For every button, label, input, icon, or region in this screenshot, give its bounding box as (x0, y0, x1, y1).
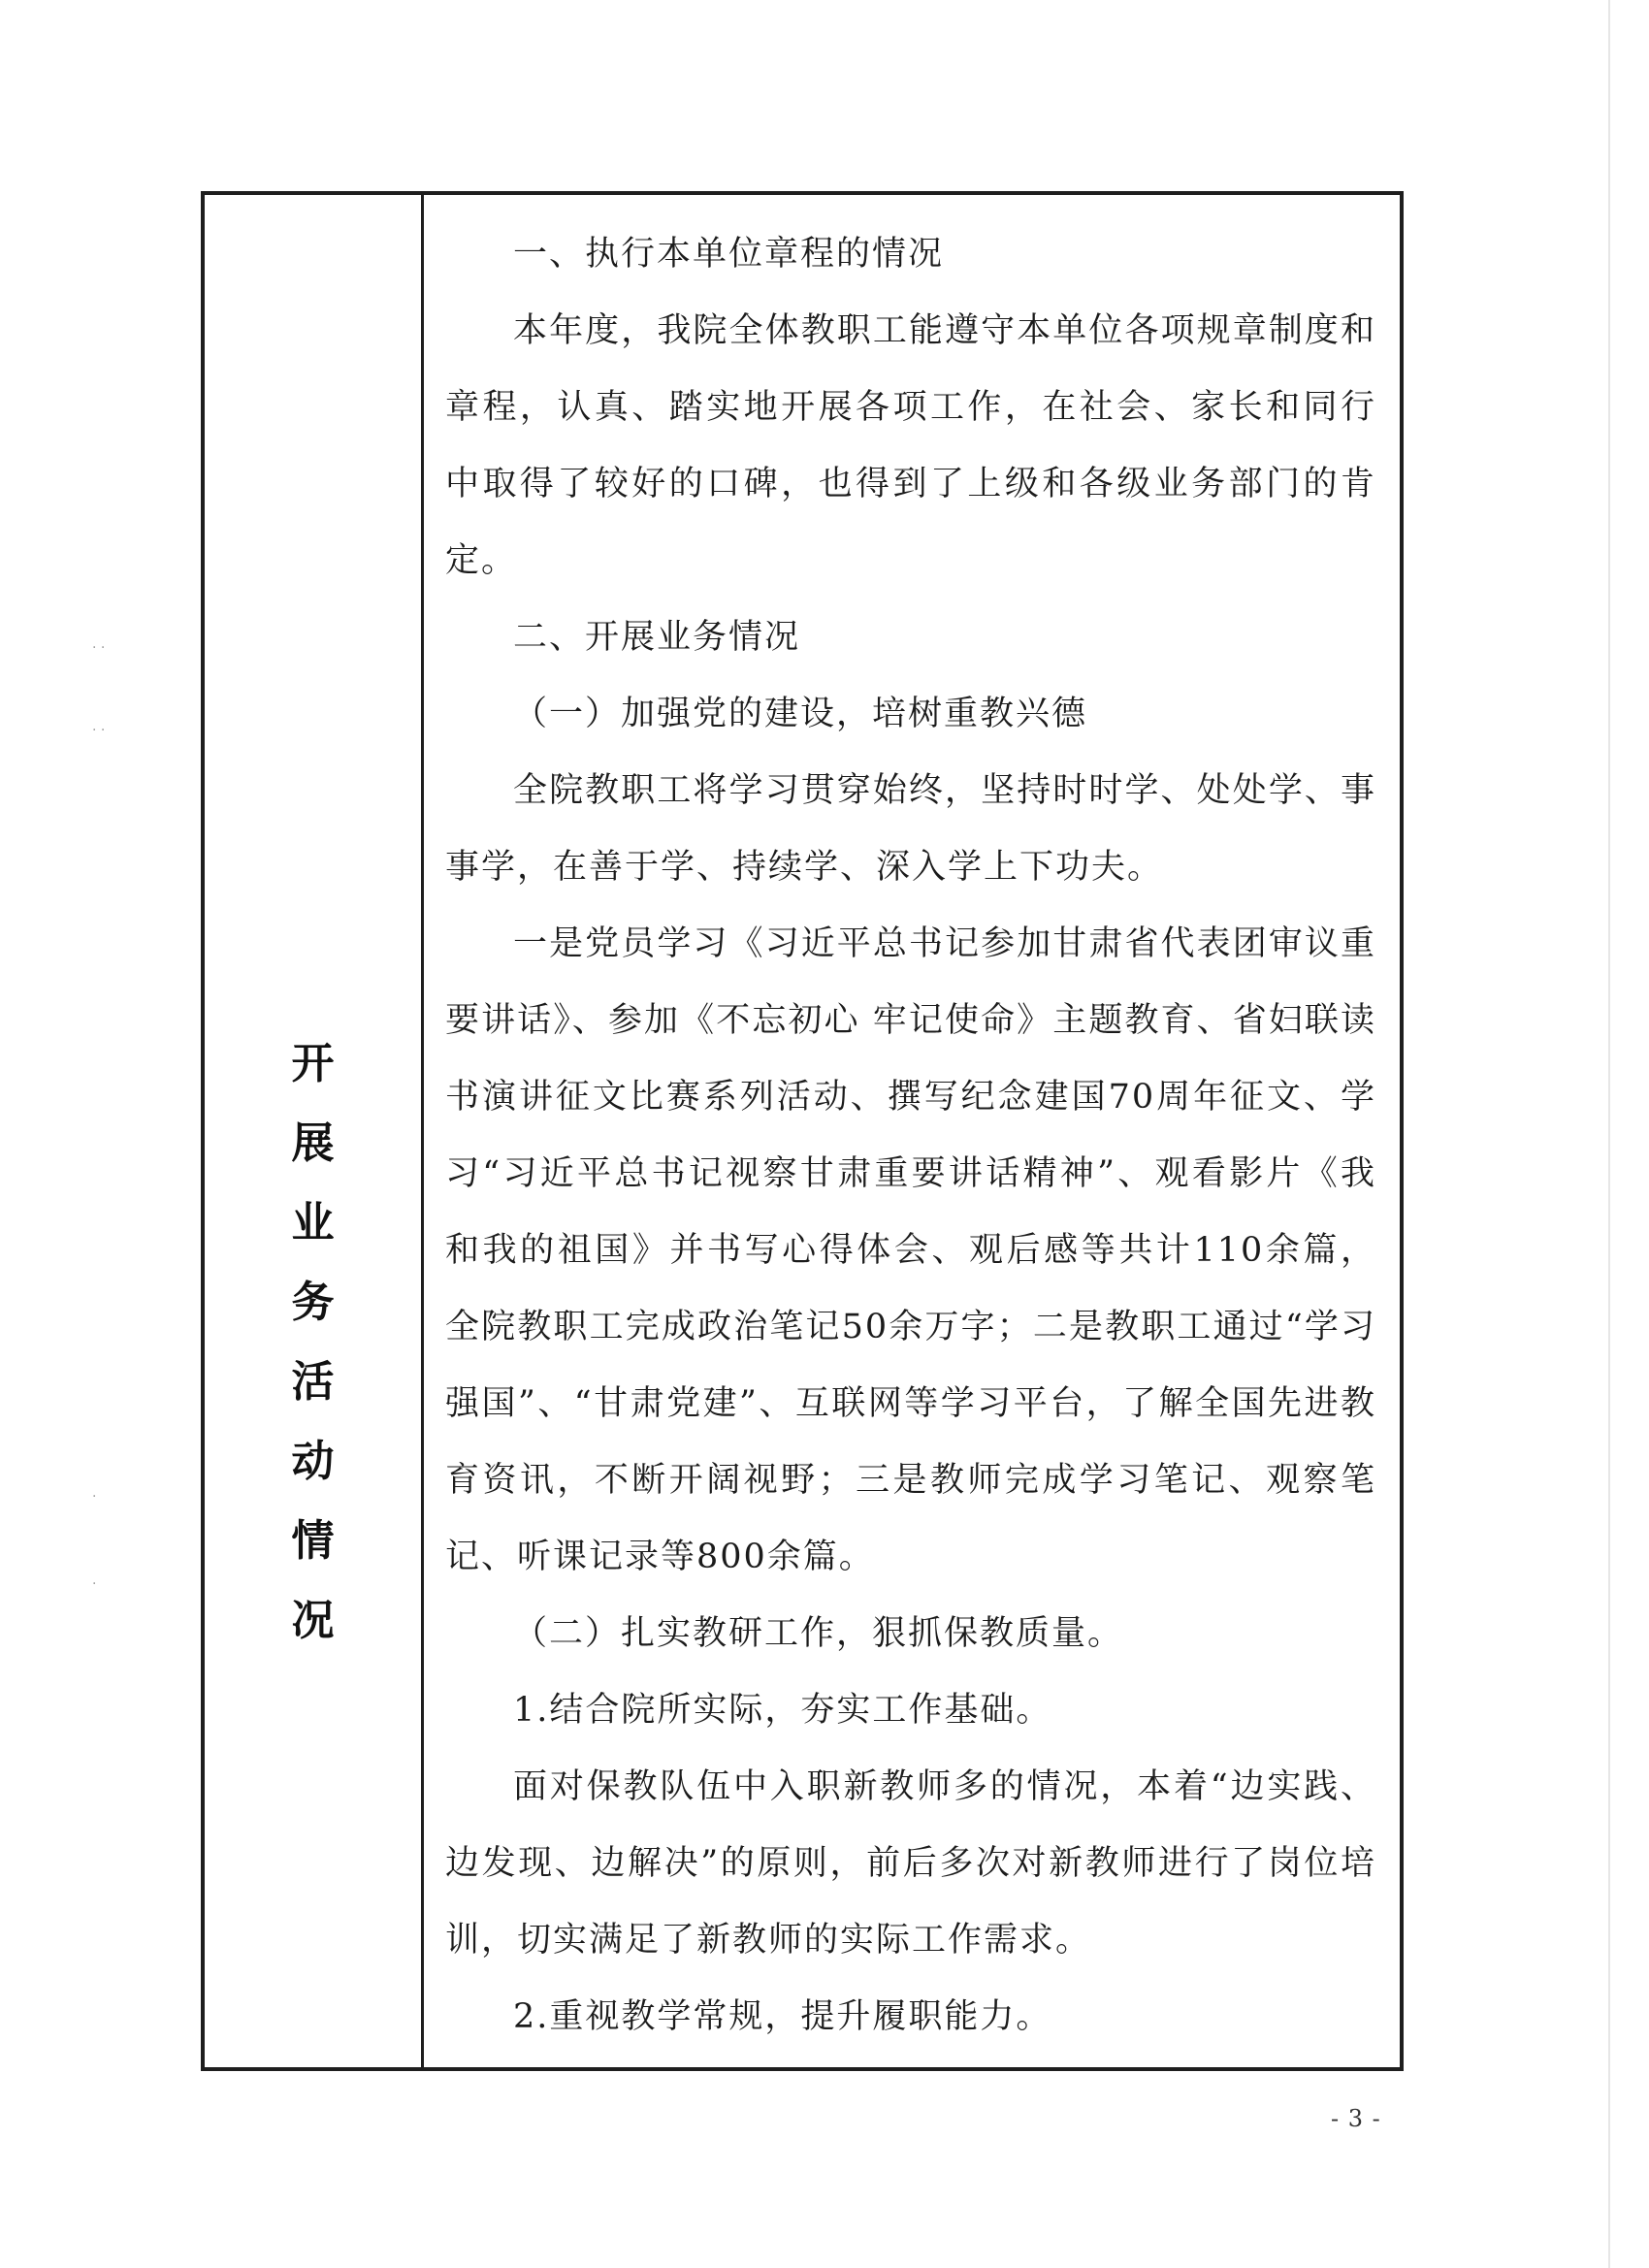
section-label (205, 1024, 421, 1661)
section-label-cell (205, 195, 424, 2067)
binding-mark: · (92, 1489, 97, 1505)
section-label-char: 况 (291, 1596, 335, 1645)
subheading-party-building: （一）加强党的建设，培树重教兴德 (513, 695, 1088, 733)
section-label-char: 动 (291, 1437, 335, 1486)
item-work-foundation: 1.结合院所实际，夯实工作基础。 (513, 1691, 1052, 1730)
section-label-char: 务 (291, 1278, 335, 1327)
subheading-teaching-research: （二）扎实教研工作，狠抓保教质量。 (513, 1614, 1124, 1653)
binding-mark: · (92, 1576, 97, 1592)
binding-mark: · · (92, 640, 106, 656)
page-number: - 3 - (1331, 2105, 1381, 2132)
paragraph-study-overview: 全院教职工将学习贯穿始终，坚持时时学、处处学、事事学，在善于学、持续学、深入学上下功夫。 (445, 771, 1376, 887)
item-teaching-routine: 2.重视教学常规，提升履职能力。 (513, 1997, 1052, 2036)
section-label-char: 业 (291, 1198, 335, 1247)
paragraph-charter-execution: 本年度，我院全体教职工能遵守本单位各项规章制度和章程，认真、踏实地开展各项工作，在社会、家长和同行中取得了较好的口碑，也得到了上级和各级业务部门的肯定。 (445, 311, 1376, 580)
report-table (201, 191, 1404, 2071)
paragraph-new-teacher-training: 面对保教队伍中入职新教师多的情况，本着“边实践、边发现、边解决”的原则，前后多次对新教师进行了岗位培训，切实满足了新教师的实际工作需求。 (445, 1767, 1376, 1960)
heading-charter-execution: 一、执行本单位章程的情况 (513, 235, 945, 274)
paragraph-study-details: 一是党员学习《习近平总书记参加甘肃省代表团审议重要讲话》、参加《不忘初心 牢记使命》主题教育、省妇联读书演讲征文比赛系列活动、撰写纪念建国70周年征文、学习“习近平总书记视察甘肃重要讲话精神”、观看影片《我和我的祖国》并书写心得体会、观后感等共计110余篇，全院教职工完成政治笔记50余万字；二是教职工通过“学习强国”、“甘肃党建”、互联网等学习平台，了解全国先进教育资讯，不断开阔视野；三是教师完成学习笔记、观察笔记、听课记录等800余篇。 (445, 924, 1376, 1576)
binding-mark: · · (92, 723, 106, 738)
scan-edge-line (1608, 0, 1610, 2268)
content-cell (424, 195, 1400, 2067)
heading-business-activities: 二、开展业务情况 (513, 618, 801, 657)
section-label-char: 活 (291, 1357, 335, 1407)
section-label-char: 开 (291, 1039, 335, 1088)
section-label-char: 情 (291, 1516, 335, 1566)
section-label-char: 展 (291, 1118, 335, 1168)
